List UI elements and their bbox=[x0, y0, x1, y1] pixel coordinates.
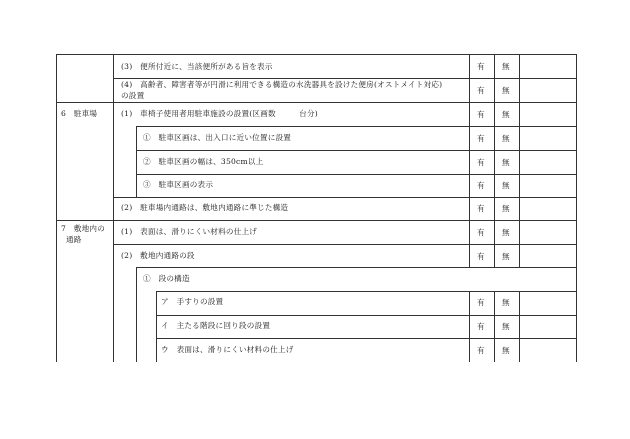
item-text: (1) 車椅子使用者用駐車施設の設置(区画数 台分) bbox=[121, 109, 318, 118]
category-label-cont: 通路 bbox=[66, 235, 82, 244]
item-text: (3) 便所付近に、当該便所がある旨を表示 bbox=[121, 62, 273, 71]
no-option: 無 bbox=[502, 110, 510, 119]
rule bbox=[56, 220, 576, 221]
rule bbox=[136, 174, 576, 175]
item-text: ① 駐車区画は、出入口に近い位置に設置 bbox=[143, 133, 292, 142]
no-option: 無 bbox=[502, 158, 510, 167]
rule bbox=[136, 150, 576, 151]
yes-option: 有 bbox=[477, 86, 485, 95]
item-text: (4) 高齢者、障害者等が円滑に利用できる構造の水洗器具を設けた便房(オストメイト対応) bbox=[121, 80, 443, 89]
category-label: 6 駐車場 bbox=[61, 109, 98, 118]
item-text-cont: の設置 bbox=[121, 91, 145, 100]
item-text: ② 駐車区画の幅は、350cm以上 bbox=[143, 157, 264, 166]
yes-option: 有 bbox=[477, 134, 485, 143]
rule bbox=[56, 54, 576, 55]
item-text: ① 段の構造 bbox=[143, 274, 190, 283]
yes-option: 有 bbox=[477, 62, 485, 71]
item-text: イ 主たる階段に回り段の設置 bbox=[161, 321, 271, 330]
rule bbox=[469, 54, 470, 267]
yes-option: 有 bbox=[477, 158, 485, 167]
rule bbox=[519, 54, 520, 267]
rule bbox=[519, 291, 520, 362]
item-text: (2) 駐車場内通路は、敷地内通路に準じた構造 bbox=[121, 203, 289, 212]
yes-option: 有 bbox=[477, 322, 485, 331]
item-text: ウ 表面は、滑りにくい材料の仕上げ bbox=[161, 345, 294, 354]
rule bbox=[156, 338, 576, 339]
item-text: ア 手すりの設置 bbox=[161, 297, 224, 306]
yes-option: 有 bbox=[477, 181, 485, 190]
rule bbox=[136, 126, 137, 197]
rule bbox=[113, 197, 576, 198]
no-option: 無 bbox=[502, 298, 510, 307]
no-option: 無 bbox=[502, 134, 510, 143]
no-option: 無 bbox=[502, 181, 510, 190]
rule bbox=[113, 244, 576, 245]
rule bbox=[56, 102, 576, 103]
no-option: 無 bbox=[502, 86, 510, 95]
rule bbox=[113, 54, 114, 362]
item-text: (2) 敷地内通路の段 bbox=[121, 251, 195, 260]
rule bbox=[156, 291, 157, 362]
no-option: 無 bbox=[502, 252, 510, 261]
no-option: 無 bbox=[502, 204, 510, 213]
item-text: ③ 駐車区画の表示 bbox=[143, 180, 214, 189]
yes-option: 有 bbox=[477, 298, 485, 307]
yes-option: 有 bbox=[477, 110, 485, 119]
rule bbox=[136, 267, 137, 362]
no-option: 無 bbox=[502, 228, 510, 237]
rule bbox=[113, 78, 576, 79]
rule bbox=[56, 54, 57, 362]
rule bbox=[156, 291, 576, 292]
rule bbox=[136, 267, 576, 268]
rule bbox=[156, 315, 576, 316]
yes-option: 有 bbox=[477, 252, 485, 261]
no-option: 無 bbox=[502, 346, 510, 355]
rule bbox=[576, 54, 577, 362]
no-option: 無 bbox=[502, 322, 510, 331]
rule bbox=[469, 291, 470, 362]
rule bbox=[136, 126, 576, 127]
item-text: (1) 表面は、滑りにくい材料の仕上げ bbox=[121, 227, 258, 236]
rule bbox=[494, 291, 495, 362]
rule bbox=[494, 54, 495, 267]
yes-option: 有 bbox=[477, 228, 485, 237]
category-label: 7 敷地内の bbox=[61, 224, 105, 233]
no-option: 無 bbox=[502, 62, 510, 71]
yes-option: 有 bbox=[477, 346, 485, 355]
yes-option: 有 bbox=[477, 204, 485, 213]
